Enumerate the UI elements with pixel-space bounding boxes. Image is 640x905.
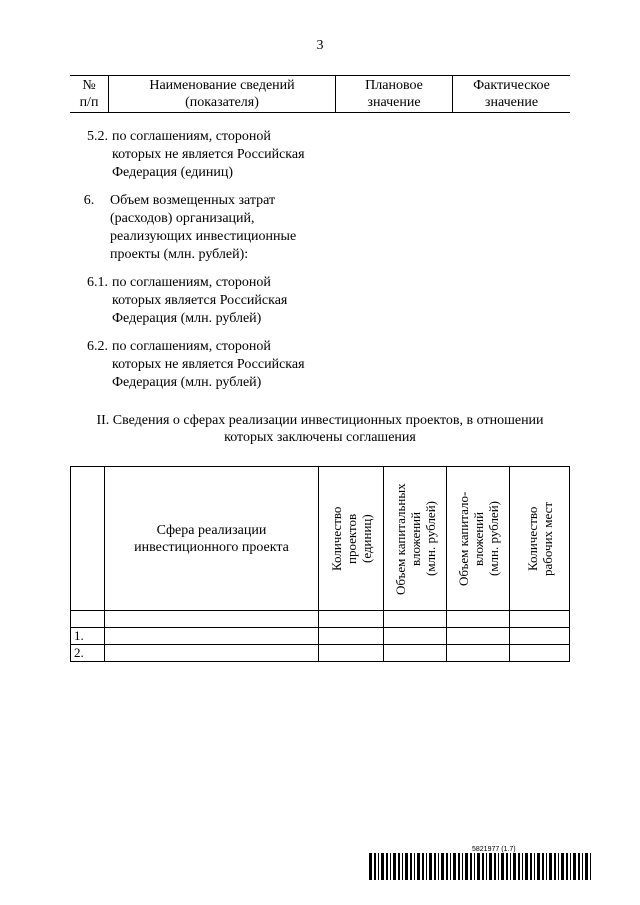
barcode-bar xyxy=(534,853,535,880)
header-num: № п/п xyxy=(70,76,109,113)
barcode-bar xyxy=(414,853,415,880)
barcode-bar xyxy=(522,853,523,880)
barcode-bar xyxy=(549,853,552,880)
table-row: 2. xyxy=(71,645,570,662)
document-code: 5821977 (1.7) xyxy=(472,846,516,853)
barcode-bar xyxy=(386,853,388,880)
table-row xyxy=(71,611,570,628)
barcode-bar xyxy=(546,853,547,880)
barcode-bar xyxy=(390,853,391,880)
list-item: 5.2. по соглашениям, стороной которых не является Российская Федерация (единиц) xyxy=(87,129,305,180)
barcode-bar xyxy=(525,853,528,880)
header-fact: Фактическое значение xyxy=(453,76,571,113)
barcode-bar xyxy=(438,853,439,880)
header-plan: Плановое значение xyxy=(336,76,453,113)
barcode-bar xyxy=(402,853,403,880)
barcode-bar xyxy=(458,853,460,880)
barcode-bar xyxy=(561,853,564,880)
col-jobs-header: Количество рабочих мест xyxy=(510,467,570,611)
barcode-bar xyxy=(410,853,412,880)
barcode-bar xyxy=(450,853,451,880)
barcode-bar xyxy=(474,853,475,880)
barcode-bar xyxy=(429,853,432,880)
barcode-bar xyxy=(417,853,420,880)
barcode-bar xyxy=(573,853,576,880)
barcode-bar xyxy=(554,853,556,880)
barcode-bar xyxy=(506,853,508,880)
indicators-header-table xyxy=(70,75,570,113)
header-name: Наименование сведений (показателя) xyxy=(109,76,336,113)
col-count-header: Количество проектов (единиц) xyxy=(319,467,384,611)
barcode-bar xyxy=(378,853,379,880)
col-capital2-header: Объем капитало- вложений (млн. рублей) xyxy=(447,467,510,611)
page-number: 3 xyxy=(316,38,324,53)
barcode-bar xyxy=(422,853,424,880)
barcode-bar xyxy=(486,853,487,880)
barcode-bar xyxy=(537,853,540,880)
list-item: 6.1. по соглашениям, стороной которых является Российская Федерация (млн. рублей) xyxy=(87,275,288,326)
spheres-table xyxy=(70,466,570,662)
col-sphere-header: Сфера реализации инвестиционного проекта xyxy=(105,467,319,611)
barcode-bar xyxy=(558,853,559,880)
table-row: 1. xyxy=(71,628,570,645)
barcode-bar xyxy=(381,853,384,880)
list-item: 6.2. по соглашениям, стороной которых не является Российская Федерация (млн. рублей) xyxy=(87,339,305,390)
barcode-bar xyxy=(477,853,480,880)
barcode-bar xyxy=(570,853,571,880)
barcode-bar xyxy=(585,853,588,880)
barcode-bar xyxy=(501,853,504,880)
barcode-bar xyxy=(518,853,520,880)
barcode-bar xyxy=(465,853,468,880)
barcode-bar xyxy=(398,853,400,880)
barcode-bar xyxy=(482,853,484,880)
barcode xyxy=(369,853,591,880)
barcode-bar xyxy=(374,853,376,880)
barcode-bar xyxy=(426,853,427,880)
barcode-bar xyxy=(590,853,591,880)
barcode-bar xyxy=(393,853,396,880)
barcode-bar xyxy=(405,853,408,880)
barcode-bar xyxy=(470,853,472,880)
barcode-bar xyxy=(510,853,511,880)
barcode-bar xyxy=(582,853,583,880)
col-num-header xyxy=(71,467,105,611)
barcode-bar xyxy=(578,853,580,880)
indicator-list xyxy=(70,128,370,402)
barcode-bar xyxy=(542,853,544,880)
barcode-bar xyxy=(513,853,516,880)
barcode-bar xyxy=(441,853,444,880)
barcode-bar xyxy=(453,853,456,880)
barcode-bar xyxy=(462,853,463,880)
barcode-bar xyxy=(446,853,448,880)
section-title: II. Сведения о сферах реализации инвестиционных проектов, в отношении которых заключены соглашения xyxy=(96,413,544,445)
col-capital-header: Объем капитальных вложений (млн. рублей) xyxy=(384,467,447,611)
barcode-bar xyxy=(530,853,532,880)
list-item: 6. Объем возмещенных затрат (расходов) организаций, реализующих инвестиционные проекты (млн. рублей): xyxy=(83,193,297,262)
barcode-bar xyxy=(489,853,492,880)
barcode-bar xyxy=(498,853,499,880)
barcode-bar xyxy=(369,853,372,880)
barcode-bar xyxy=(434,853,436,880)
barcode-bar xyxy=(566,853,568,880)
barcode-bar xyxy=(494,853,496,880)
